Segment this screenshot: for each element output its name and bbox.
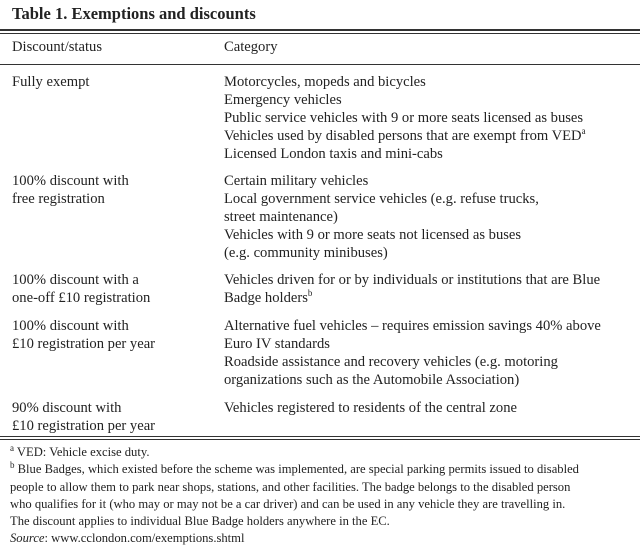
footnote-b-marker: b	[10, 460, 15, 471]
footnote-a	[10, 444, 635, 461]
row1-category-line3: Public service vehicles with 9 or more seats licensed as buses	[224, 110, 584, 126]
row5-category-line1: Vehicles registered to residents of the central zone	[224, 400, 517, 416]
row2-category-line3: street maintenance)	[224, 209, 338, 225]
row4-category-line2: Euro IV standards	[224, 336, 330, 352]
top-rule	[0, 29, 640, 31]
source-url: : www.cclondon.com/exemptions.shtml	[44, 531, 245, 546]
row2-category-line2: Local government service vehicles (e.g. refuse trucks,	[224, 191, 539, 207]
bottom-rule	[0, 436, 640, 437]
row4-discount-line2: £10 registration per year	[12, 336, 156, 352]
row1-category-line2: Emergency vehicles	[224, 92, 342, 108]
row2-category-line4: Vehicles with 9 or more seats not licensed as buses	[224, 227, 522, 243]
footnote-b-line4: The discount applies to individual Blue Badge holders anywhere in the EC.	[10, 514, 390, 529]
row3-category-line2	[224, 289, 312, 308]
source-label: Source	[10, 531, 45, 546]
row5-discount-line1: 90% discount with	[12, 400, 122, 416]
source-line	[10, 530, 635, 547]
footnote-b-line2: people to allow them to park near shops, stations, and other facilities. The badge belongs to the disabled person	[10, 479, 571, 494]
footnote-a-text: VED: Vehicle excise duty.	[16, 445, 150, 459]
row5-discount-line2: £10 registration per year	[12, 418, 156, 434]
row4-discount-line1: 100% discount with	[12, 318, 129, 334]
footnote-b-line3: who qualifies for it (who may or may not be a car driver) and can be used in any vehicle they are travelling in.	[10, 496, 566, 511]
header-discount: Discount/status	[12, 39, 102, 55]
row3-discount-line1: 100% discount with a	[12, 272, 139, 288]
row2-category-line1: Certain military vehicles	[224, 173, 369, 189]
row3-category-line2-text: Badge holders	[224, 290, 308, 306]
footnote-marker-b: b	[307, 288, 313, 299]
row1-discount-line1: Fully exempt	[12, 74, 90, 90]
row1-category-line4-text: Vehicles used by disabled persons that are exempt from VED	[224, 128, 582, 144]
footnote-b-text-line1: Blue Badges, which existed before the scheme was implemented, are special parking permits issued to disabled	[17, 462, 579, 477]
table-title: Table 1. Exemptions and discounts	[12, 4, 256, 23]
row1-category-line4	[224, 127, 586, 146]
row4-category-line1: Alternative fuel vehicles – requires emission savings 40% above	[224, 318, 601, 334]
row1-category-line5: Licensed London taxis and mini-cabs	[224, 146, 443, 162]
footnote-b-line1	[10, 461, 635, 478]
row2-category-line5: (e.g. community minibuses)	[224, 245, 388, 261]
header-category: Category	[224, 39, 278, 55]
bottom-rule-inner	[0, 439, 640, 440]
row2-discount-line2: free registration	[12, 191, 105, 207]
row1-category-line1: Motorcycles, mopeds and bicycles	[224, 74, 426, 90]
row2-discount-line1: 100% discount with	[12, 173, 129, 189]
row4-category-line4: organizations such as the Automobile Association)	[224, 372, 520, 388]
row3-discount-line2: one-off £10 registration	[12, 290, 151, 306]
row4-category-line3: Roadside assistance and recovery vehicles (e.g. motoring	[224, 354, 558, 370]
header-rule	[0, 64, 640, 65]
row3-category-line1: Vehicles driven for or by individuals or institutions that are Blue	[224, 272, 601, 288]
top-rule-inner	[0, 33, 640, 34]
footnote-a-marker: a	[10, 442, 14, 453]
footnote-marker-a: a	[581, 126, 586, 137]
table-notes	[10, 444, 635, 548]
